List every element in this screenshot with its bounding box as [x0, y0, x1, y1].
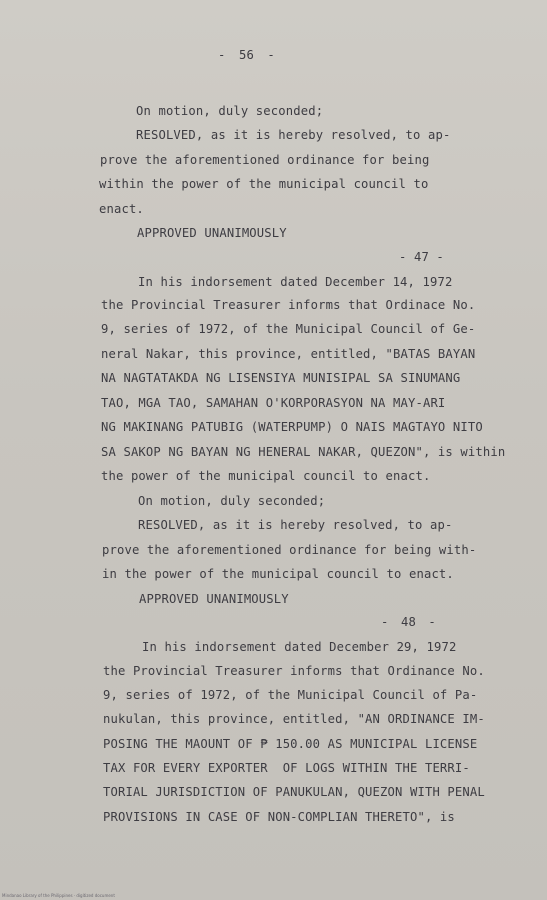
- text-line: NG MAKINANG PATUBIG (WATERPUMP) O NAIS MAGTAYO NITO: [101, 420, 483, 434]
- text-line: the Provincial Treasurer informs that Ordinace No.: [101, 298, 476, 312]
- text-line: RESOLVED, as it is hereby resolved, to ap-: [136, 128, 451, 142]
- item-number: - 47 -: [399, 250, 444, 264]
- text-line: TAO, MGA TAO, SAMAHAN O'KORPORASYON NA MAY-ARI: [101, 396, 446, 410]
- text-line: within the power of the municipal council to: [99, 177, 429, 191]
- text-line: prove the aforementioned ordinance for being: [100, 153, 430, 167]
- text-line: RESOLVED, as it is hereby resolved, to ap-: [138, 518, 453, 532]
- item-number: - 48 -: [381, 615, 436, 629]
- text-line: in the power of the municipal council to enact.: [102, 567, 454, 581]
- text-line: 9, series of 1972, of the Municipal Council of Pa-: [103, 688, 478, 702]
- text-line: On motion, duly seconded;: [136, 104, 324, 118]
- text-line: In his indorsement dated December 29, 1972: [142, 640, 457, 654]
- text-line: PROVISIONS IN CASE OF NON-COMPLIAN THERETO", is: [103, 810, 455, 824]
- section-heading: APPROVED UNANIMOUSLY: [139, 592, 289, 606]
- text-line: In his indorsement dated December 14, 1972: [138, 275, 453, 289]
- text-line: NA NAGTATAKDA NG LISENSIYA MUNISIPAL SA SINUMANG: [101, 371, 461, 385]
- text-line: 9, series of 1972, of the Municipal Council of Ge-: [101, 322, 476, 336]
- text-line: the Provincial Treasurer informs that Ordinance No.: [103, 664, 485, 678]
- section-heading: APPROVED UNANIMOUSLY: [137, 226, 287, 240]
- text-line: On motion, duly seconded;: [138, 494, 326, 508]
- text-line: nukulan, this province, entitled, "AN ORDINANCE IM-: [103, 712, 485, 726]
- text-line: TORIAL JURISDICTION OF PANUKULAN, QUEZON WITH PENAL: [103, 785, 485, 799]
- text-line: SA SAKOP NG BAYAN NG HENERAL NAKAR, QUEZON", is within: [101, 445, 506, 459]
- text-line: POSING THE MAOUNT OF ₱ 150.00 AS MUNICIPAL LICENSE: [103, 737, 478, 751]
- text-line: the power of the municipal council to enact.: [101, 469, 431, 483]
- text-line: enact.: [99, 202, 144, 216]
- text-line: prove the aforementioned ordinance for being with-: [102, 543, 477, 557]
- page-number: - 56 -: [218, 48, 275, 62]
- text-line: TAX FOR EVERY EXPORTER OF LOGS WITHIN THE TERRI-: [103, 761, 470, 775]
- text-line: neral Nakar, this province, entitled, "BATAS BAYAN: [101, 347, 476, 361]
- scan-footer: Mindanao Library of the Philippines · digitized document: [2, 893, 115, 898]
